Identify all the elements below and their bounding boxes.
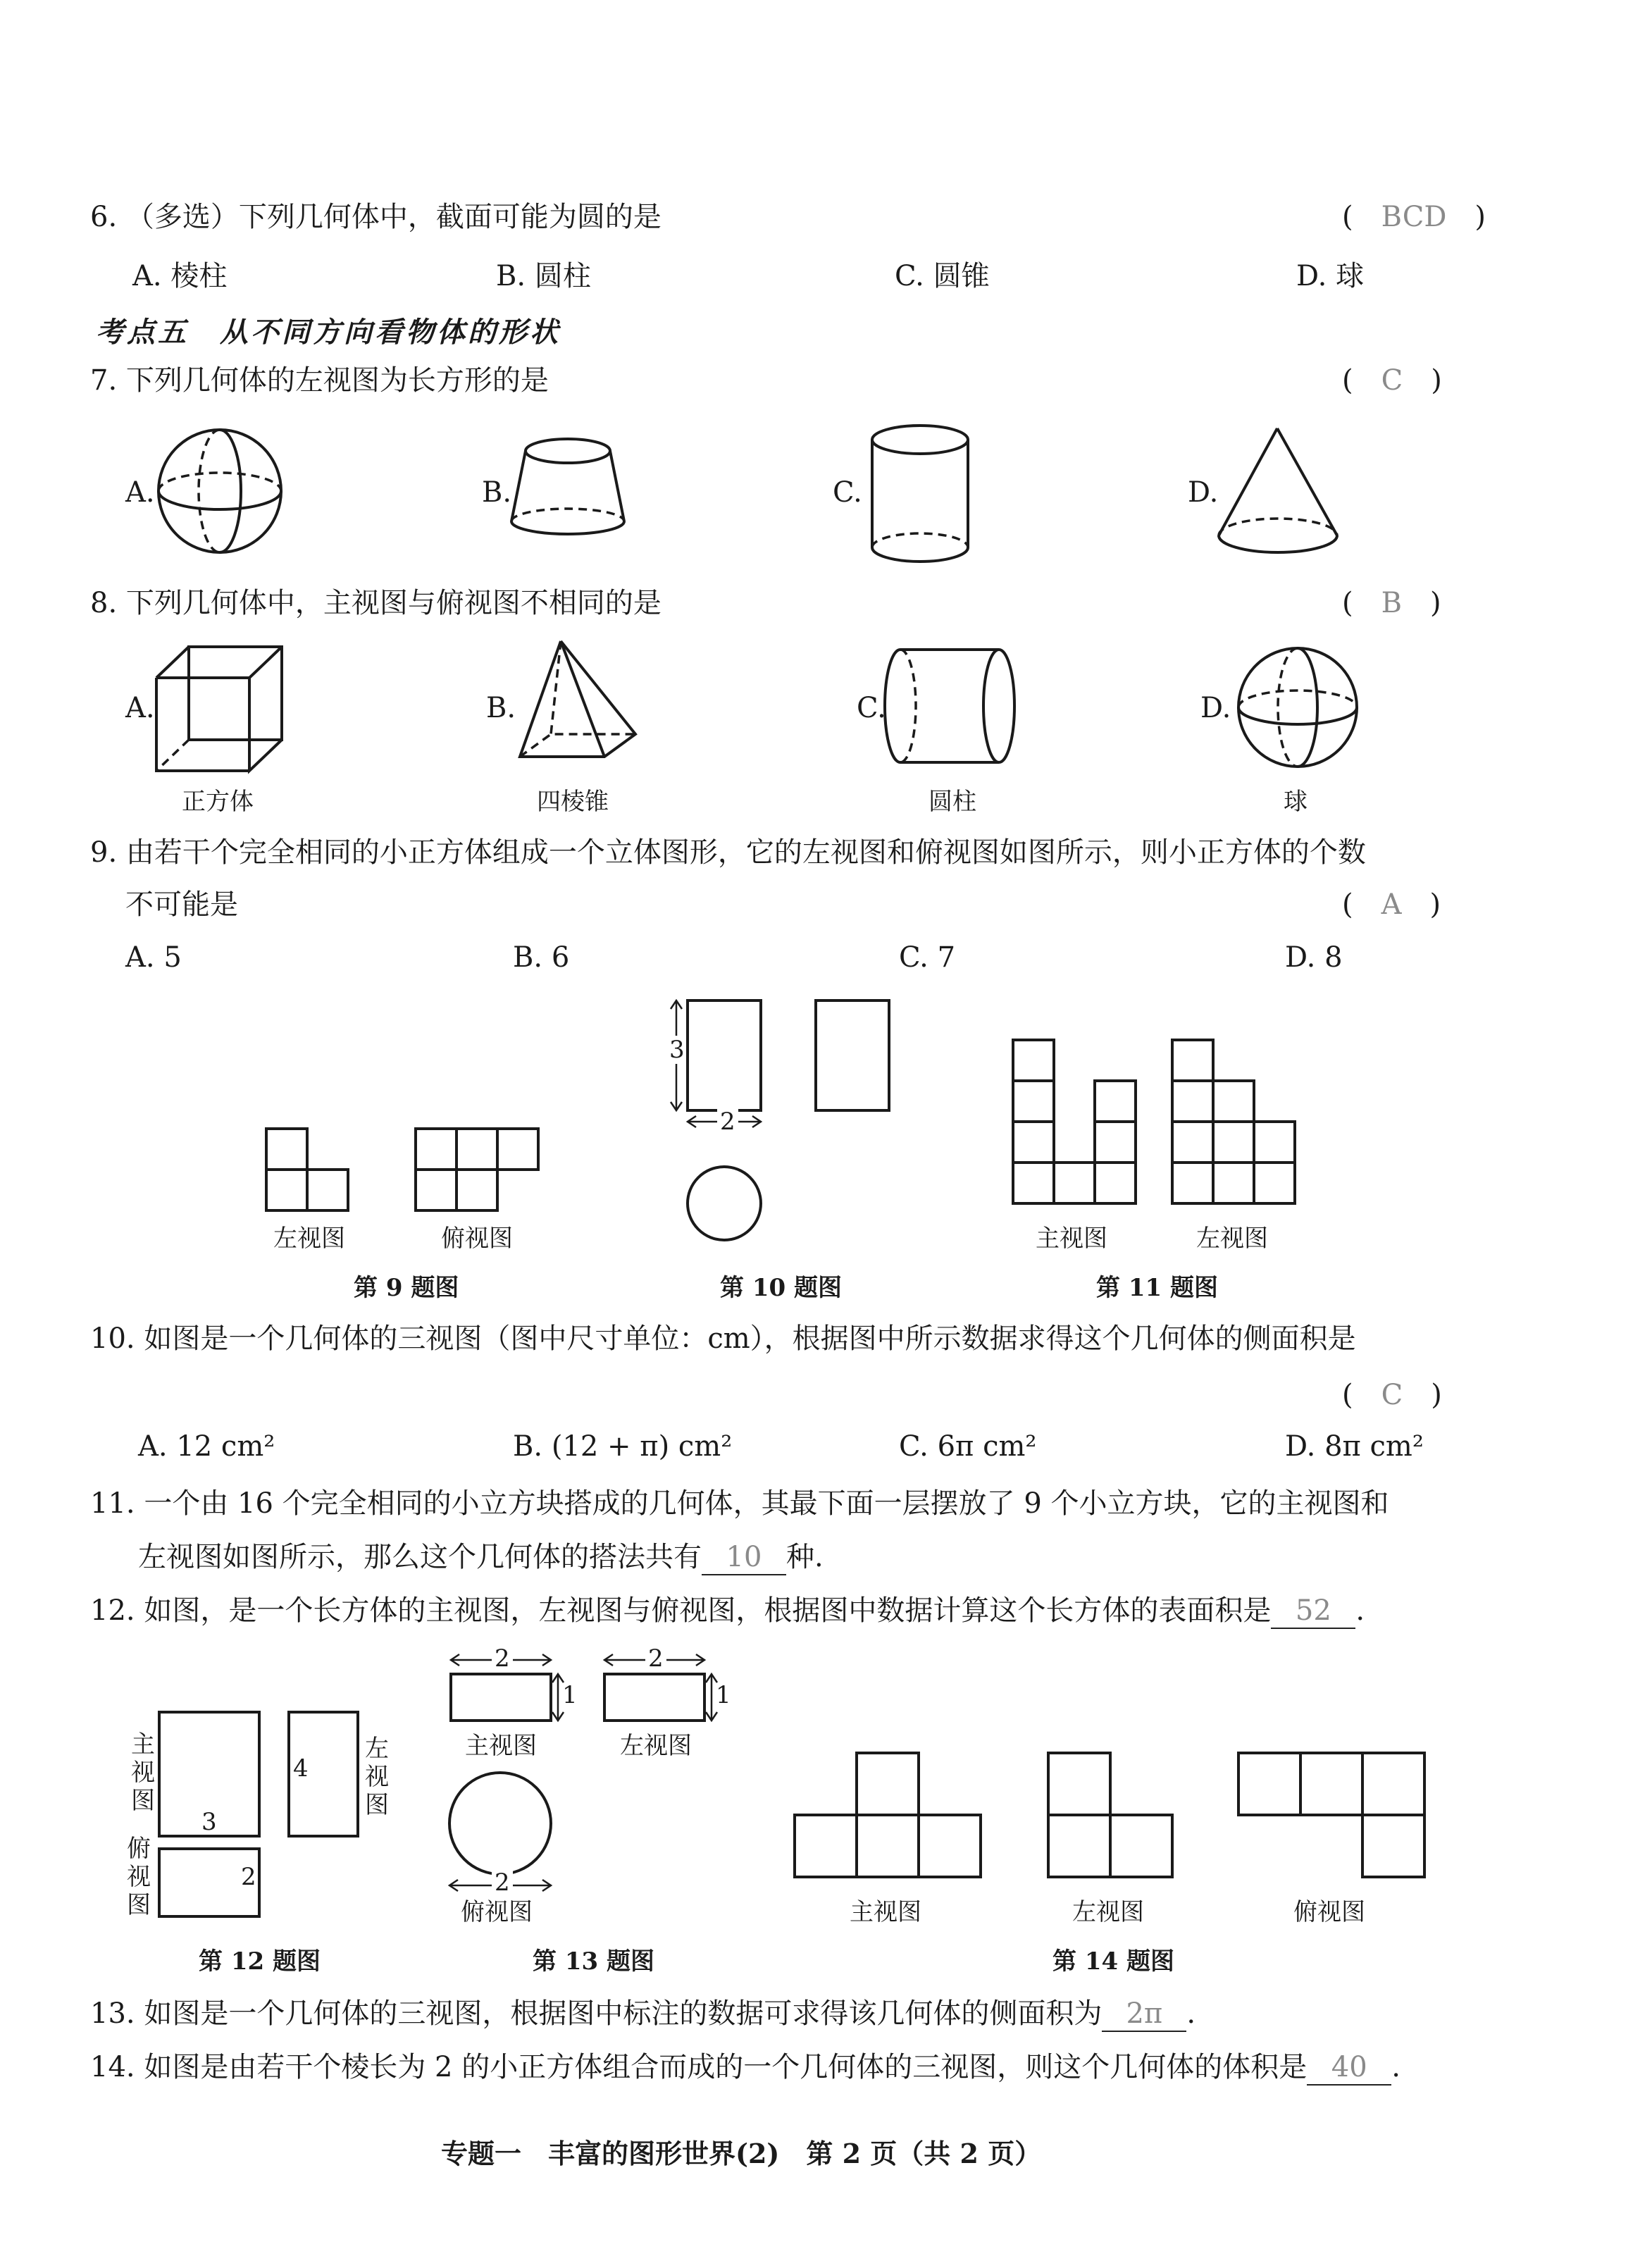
q6-option-d: D. 球 [1296, 260, 1365, 292]
page-footer: 专题一 丰富的图形世界(2) 第 2 页（共 2 页） [441, 2138, 1042, 2169]
q13-text: 如图是一个几何体的三视图，根据图中标注的数据可求得该几何体的侧面积为 [144, 1997, 1103, 2030]
fig13-dim-d: 2 [492, 1869, 513, 1897]
q9-answer-bracket: ( A ) [1342, 888, 1441, 921]
fig12-label-main: 主视图 [131, 1730, 155, 1815]
q10-number: 10. [90, 1322, 135, 1355]
fig13-label-left: 左视图 [620, 1732, 692, 1760]
fig11-label-left: 左视图 [1196, 1225, 1268, 1253]
q8-answer-bracket: ( B ) [1342, 587, 1441, 619]
q12-end: . [1355, 1594, 1365, 1627]
fig14-label-main: 主视图 [850, 1898, 921, 1926]
q8-number: 8. [90, 587, 118, 619]
q9-number: 9. [90, 836, 118, 869]
q9-option-b: B. 6 [513, 941, 570, 974]
q7-answer-bracket: ( C ) [1342, 364, 1442, 397]
fig13-label-top: 俯视图 [461, 1898, 533, 1926]
fig14-label-top: 俯视图 [1293, 1898, 1365, 1926]
q13-stem [90, 1997, 1195, 2032]
q7-answer: C [1381, 364, 1403, 397]
q6-option-c: C. 圆锥 [895, 260, 990, 292]
fig10-dim-width: 2 [717, 1108, 738, 1136]
fig14-main-view [795, 1753, 981, 1877]
fig13-label-main: 主视图 [465, 1732, 537, 1760]
q9-text: 由若干个完全相同的小正方体组成一个立体图形，它的左视图和俯视图如图所示，则小正方体的个数 [125, 836, 1366, 869]
fig9-caption: 第 9 题图 [354, 1274, 459, 1302]
fig12-label-top: 俯视图 [127, 1835, 151, 1919]
q13-answer: 2π [1102, 1997, 1186, 2032]
q14-stem [90, 2050, 1401, 2086]
fig13-dim-w2: 2 [645, 1644, 666, 1673]
q8-name-cube: 正方体 [182, 788, 254, 816]
q7-label-c: C. [833, 476, 862, 509]
q14-number: 14. [90, 2051, 135, 2083]
fig9-label-top: 俯视图 [441, 1225, 513, 1253]
fig12-label-left: 左视图 [365, 1735, 389, 1819]
q12-text: 如图，是一个长方体的主视图，左视图与俯视图，根据图中数据计算这个长方体的表面积是 [144, 1594, 1272, 1627]
q11-number: 11. [90, 1487, 135, 1520]
q8-name-cylinder: 圆柱 [929, 788, 976, 816]
q6-option-a: A. 棱柱 [132, 260, 228, 292]
q9-option-c: C. 7 [899, 941, 956, 974]
q7-text: 下列几何体的左视图为长方形的是 [125, 364, 549, 397]
q13-end: . [1186, 1997, 1196, 2030]
fig10-dim-height: 3 [669, 1036, 685, 1064]
fig12-dim-3: 3 [201, 1808, 217, 1836]
fig14-left-view [1048, 1753, 1172, 1877]
section-header: 考点五 从不同方向看物体的形状 [96, 316, 561, 349]
q9-text-2: 不可能是 [125, 888, 238, 921]
fig13-caption: 第 13 题图 [533, 1947, 654, 1976]
fig11-caption: 第 11 题图 [1096, 1274, 1218, 1302]
fig14-caption: 第 14 题图 [1052, 1947, 1174, 1976]
q10-answer-bracket: ( C ) [1342, 1379, 1442, 1411]
q8-label-b: B. [486, 692, 516, 724]
fig9-label-left: 左视图 [273, 1225, 345, 1253]
q10-answer: C [1381, 1379, 1403, 1411]
q9-option-d: D. 8 [1285, 941, 1343, 974]
q11-text-2a: 左视图如图所示，那么这个几何体的搭法共有 [138, 1541, 702, 1573]
q11-text-2b: 种. [786, 1541, 824, 1573]
q8-label-a: A. [125, 692, 155, 724]
q14-end: . [1391, 2051, 1401, 2083]
fig13-dim-w1: 2 [492, 1644, 513, 1673]
q14-answer: 40 [1307, 2050, 1391, 2086]
fig12-dim-2: 2 [241, 1863, 256, 1891]
q9-option-a: A. 5 [125, 941, 182, 974]
q10-text: 如图是一个几何体的三视图（图中尺寸单位：cm），根据图中所示数据求得这个几何体的侧面积是 [144, 1322, 1356, 1355]
fig10-caption: 第 10 题图 [720, 1274, 842, 1302]
q12-number: 12. [90, 1594, 135, 1627]
fig14-label-left: 左视图 [1072, 1898, 1144, 1926]
fig14-top-view [1238, 1753, 1424, 1877]
fig13-dim-h2: 1 [716, 1681, 731, 1709]
q7-label-a: A. [125, 476, 155, 509]
q8-answer: B [1381, 587, 1403, 619]
q6-option-b: B. 圆柱 [496, 260, 591, 292]
q6-text: （多选）下列几何体中，截面可能为圆的是 [125, 201, 662, 233]
q6-number: 6. [90, 201, 118, 233]
fig12-dim-4: 4 [293, 1754, 309, 1783]
q8-name-pyramid: 四棱锥 [537, 788, 609, 816]
fig13-dim-h1: 1 [562, 1681, 578, 1709]
q7-number: 7. [90, 364, 118, 397]
q13-number: 13. [90, 1997, 135, 2030]
fig12-caption: 第 12 题图 [199, 1947, 321, 1976]
q10-option-c: C. 6π cm² [899, 1430, 1037, 1463]
q7-label-b: B. [482, 476, 512, 509]
q6-answer-bracket: ( BCD ) [1342, 201, 1486, 233]
q6-answer: BCD [1381, 201, 1447, 233]
q7-label-d: D. [1188, 476, 1219, 509]
q8-label-c: C. [857, 692, 886, 724]
fig11-label-main: 主视图 [1036, 1225, 1107, 1253]
q8-text: 下列几何体中，主视图与俯视图不相同的是 [125, 587, 662, 619]
q10-option-a: A. 12 cm² [138, 1430, 275, 1463]
q9-answer: A [1381, 888, 1402, 921]
q14-text: 如图是由若干个棱长为 2 的小正方体组合而成的一个几何体的三视图，则这个几何体的体积是 [144, 2051, 1308, 2083]
q11-answer: 10 [702, 1540, 786, 1575]
q10-option-b: B. (12 + π) cm² [513, 1430, 733, 1463]
q12-answer: 52 [1271, 1594, 1355, 1629]
q8-name-sphere: 球 [1284, 788, 1308, 816]
q11-text: 一个由 16 个完全相同的小立方块搭成的几何体，其最下面一层摆放了 9 个小立方块，它的主视图和 [144, 1487, 1389, 1520]
q10-option-d: D. 8π cm² [1285, 1430, 1424, 1463]
q8-label-d: D. [1200, 692, 1231, 724]
